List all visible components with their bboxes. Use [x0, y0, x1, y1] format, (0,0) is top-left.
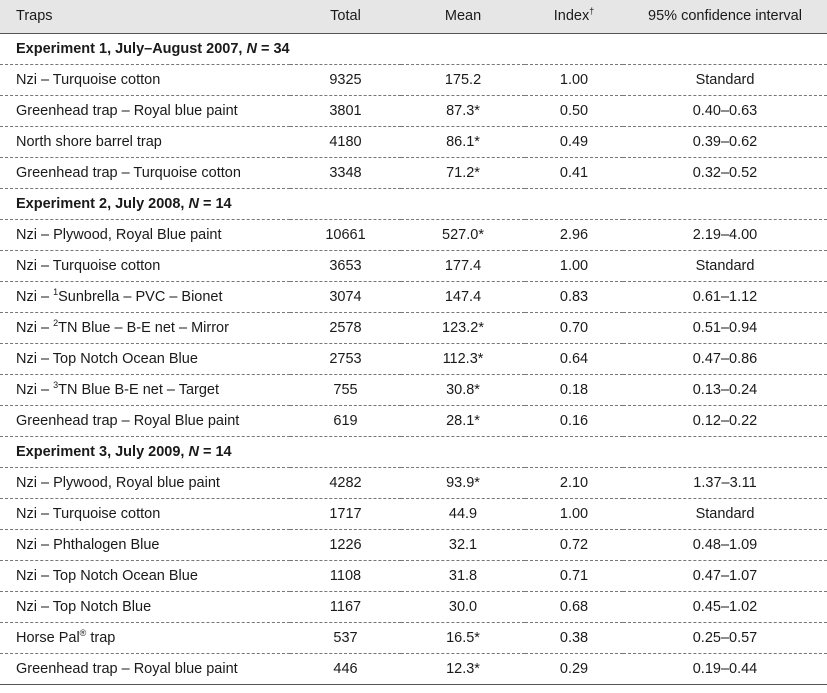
trap-name-text: Greenhead trap – Turquoise cotton — [16, 164, 241, 181]
ci-cell: 0.32–0.52 — [692, 164, 758, 181]
trap-name-cell — [0, 157, 290, 188]
total-cell: 1108 — [329, 567, 362, 584]
mean-cell: 123.2* — [442, 319, 484, 336]
table-row — [0, 95, 827, 126]
index-cell: 0.70 — [559, 319, 589, 336]
trap-name-superscript: 1 — [53, 286, 59, 297]
trap-name-cell — [0, 622, 290, 653]
trap-name-superscript: ® — [79, 627, 87, 638]
table-row — [0, 126, 827, 157]
mean-cell: 87.3* — [446, 102, 480, 119]
mean-cell: 177.4 — [444, 257, 482, 274]
trap-name-text: Nzi – Top Notch Ocean Blue — [16, 567, 198, 584]
table-row — [0, 653, 827, 684]
total-cell: 537 — [333, 629, 358, 646]
ci-cell: 0.51–0.94 — [692, 319, 758, 336]
total-cell: 4180 — [329, 133, 362, 150]
total-cell: 2753 — [329, 350, 362, 367]
total-cell: 3074 — [329, 288, 362, 305]
trap-name-prefix: Nzi – — [16, 288, 54, 305]
ci-cell: 0.47–0.86 — [692, 350, 758, 367]
mean-cell: 28.1* — [446, 412, 480, 429]
trap-name-cell — [0, 281, 290, 312]
mean-cell: 112.3* — [442, 350, 484, 367]
ci-cell: 0.19–0.44 — [692, 660, 758, 677]
header-traps: Traps — [16, 8, 53, 25]
experiment-n-symbol: N — [188, 443, 199, 460]
total-cell: 3801 — [329, 102, 362, 119]
total-cell: 1226 — [329, 536, 362, 553]
trap-name-cell — [0, 405, 290, 436]
experiment-n-value: = 34 — [256, 40, 290, 57]
index-cell: 0.18 — [559, 381, 589, 398]
total-cell: 4282 — [329, 474, 362, 491]
trap-name-cell — [0, 343, 290, 374]
trap-name-cell — [0, 529, 290, 560]
ci-cell: Standard — [695, 71, 755, 88]
trap-name-text: Greenhead trap – Royal Blue paint — [16, 412, 240, 429]
mean-cell: 16.5* — [446, 629, 480, 646]
trap-name-text: North shore barrel trap — [16, 133, 162, 150]
index-cell: 1.00 — [559, 257, 589, 274]
index-cell: 2.10 — [559, 474, 589, 491]
trap-name-cell — [0, 126, 290, 157]
trap-name-text: Nzi – Plywood, Royal Blue paint — [16, 226, 222, 243]
table-row — [0, 560, 827, 591]
header-index — [525, 0, 623, 33]
index-cell: 0.38 — [559, 629, 589, 646]
trap-name-text: Nzi – Phthalogen Blue — [16, 536, 160, 553]
trap-name-cell — [0, 498, 290, 529]
trap-name-cell — [0, 374, 290, 405]
header-mean: Mean — [444, 8, 482, 25]
experiment-title-text: Experiment 3, July 2009, — [16, 443, 189, 460]
mean-cell: 32.1 — [448, 536, 478, 553]
trap-name-text: Greenhead trap – Royal blue paint — [16, 102, 238, 119]
header-index-label: Index — [553, 8, 590, 25]
trap-name-prefix: Nzi – — [16, 381, 54, 398]
table-row — [0, 281, 827, 312]
trap-name-superscript: 3 — [53, 379, 59, 390]
index-cell: 0.29 — [559, 660, 589, 677]
table-row — [0, 529, 827, 560]
header-ci: 95% confidence interval — [648, 8, 802, 25]
table-row — [0, 467, 827, 498]
index-cell: 0.83 — [559, 288, 589, 305]
ci-cell: 1.37–3.11 — [693, 474, 757, 491]
index-cell: 2.96 — [559, 226, 589, 243]
trap-name-text: Sunbrella – PVC – Bionet — [58, 288, 223, 305]
experiment-n-value: = 14 — [198, 195, 232, 212]
mean-cell: 147.4 — [444, 288, 482, 305]
table-row — [0, 312, 827, 343]
table-row — [0, 64, 827, 95]
trap-name-text: TN Blue – B-E net – Mirror — [58, 319, 229, 336]
experiment-n-symbol: N — [246, 40, 257, 57]
experiment-n-value: = 14 — [198, 443, 232, 460]
total-cell: 446 — [333, 660, 358, 677]
total-cell: 3348 — [329, 164, 362, 181]
total-cell: 755 — [333, 381, 358, 398]
table-row — [0, 498, 827, 529]
ci-cell: 0.39–0.62 — [692, 133, 758, 150]
trap-name-cell — [0, 560, 290, 591]
mean-cell: 30.0 — [448, 598, 478, 615]
trap-name-cell — [0, 653, 290, 684]
header-total: Total — [330, 8, 361, 25]
table-row — [0, 343, 827, 374]
trap-name-cell — [0, 591, 290, 622]
ci-cell: 0.61–1.12 — [692, 288, 758, 305]
trap-name-cell — [0, 467, 290, 498]
index-cell: 0.49 — [559, 133, 589, 150]
experiment-header-row — [0, 436, 827, 467]
index-cell: 0.50 — [559, 102, 589, 119]
index-cell: 1.00 — [559, 71, 589, 88]
trap-name-text: Nzi – Turquoise cotton — [16, 71, 161, 88]
ci-cell: Standard — [695, 257, 755, 274]
index-cell: 0.71 — [559, 567, 589, 584]
trap-name-cell — [0, 250, 290, 281]
ci-cell: 0.12–0.22 — [692, 412, 758, 429]
ci-cell: 0.48–1.09 — [692, 536, 758, 553]
index-cell: 1.00 — [559, 505, 589, 522]
mean-cell: 30.8* — [446, 381, 480, 398]
trap-name-text: Nzi – Turquoise cotton — [16, 505, 161, 522]
index-cell: 0.64 — [559, 350, 589, 367]
trap-name-cell — [0, 64, 290, 95]
total-cell: 619 — [333, 412, 358, 429]
experiment-n-symbol: N — [188, 195, 199, 212]
ci-cell: 0.40–0.63 — [692, 102, 758, 119]
mean-cell: 175.2 — [444, 71, 482, 88]
ci-cell: 0.13–0.24 — [692, 381, 758, 398]
mean-cell: 93.9* — [446, 474, 480, 491]
trap-name-text: trap — [86, 629, 116, 646]
trap-name-text: Nzi – Top Notch Ocean Blue — [16, 350, 198, 367]
mean-cell: 527.0* — [442, 226, 484, 243]
experiment-title-text: Experiment 1, July–August 2007, — [16, 40, 247, 57]
trap-name-text: Greenhead trap – Royal blue paint — [16, 660, 238, 677]
trap-name-superscript: 2 — [53, 317, 59, 328]
total-cell: 1717 — [329, 505, 362, 522]
index-cell: 0.72 — [559, 536, 589, 553]
ci-cell: 0.45–1.02 — [692, 598, 758, 615]
index-cell: 0.41 — [559, 164, 589, 181]
trap-name-text: TN Blue B-E net – Target — [58, 381, 220, 398]
table-row — [0, 219, 827, 250]
trap-name-text: Nzi – Turquoise cotton — [16, 257, 161, 274]
total-cell: 10661 — [325, 226, 366, 243]
table-row — [0, 374, 827, 405]
trap-name-cell — [0, 95, 290, 126]
experiment-header-row — [0, 33, 827, 64]
ci-cell: 0.25–0.57 — [692, 629, 758, 646]
mean-cell: 31.8 — [448, 567, 478, 584]
trap-name-text: Nzi – Plywood, Royal blue paint — [16, 474, 220, 491]
trap-name-text: Nzi – Top Notch Blue — [16, 598, 152, 615]
table-row — [0, 250, 827, 281]
total-cell: 1167 — [329, 598, 362, 615]
total-cell: 2578 — [329, 319, 362, 336]
table-body — [0, 33, 827, 684]
mean-cell: 44.9 — [448, 505, 478, 522]
table-row — [0, 157, 827, 188]
total-cell: 9325 — [329, 71, 362, 88]
table-row — [0, 405, 827, 436]
trap-name-cell — [0, 312, 290, 343]
ci-cell: 0.47–1.07 — [692, 567, 758, 584]
ci-cell: Standard — [695, 505, 755, 522]
experiment-title-text: Experiment 2, July 2008, — [16, 195, 189, 212]
mean-cell: 71.2* — [446, 164, 480, 181]
trap-name-prefix: Horse Pal — [16, 629, 80, 646]
mean-cell: 12.3* — [446, 660, 480, 677]
ci-cell: 2.19–4.00 — [692, 226, 758, 243]
table-row — [0, 622, 827, 653]
table-row — [0, 591, 827, 622]
trap-name-prefix: Nzi – — [16, 319, 54, 336]
header-row — [0, 0, 827, 33]
total-cell: 3653 — [329, 257, 362, 274]
trap-name-cell — [0, 219, 290, 250]
index-cell: 0.16 — [559, 412, 589, 429]
experiment-title — [0, 436, 827, 467]
header-index-mark: † — [589, 6, 595, 17]
experiment-title — [0, 188, 827, 219]
experiment-title — [0, 33, 827, 64]
experiment-header-row — [0, 188, 827, 219]
mean-cell: 86.1* — [446, 133, 480, 150]
index-cell: 0.68 — [559, 598, 589, 615]
